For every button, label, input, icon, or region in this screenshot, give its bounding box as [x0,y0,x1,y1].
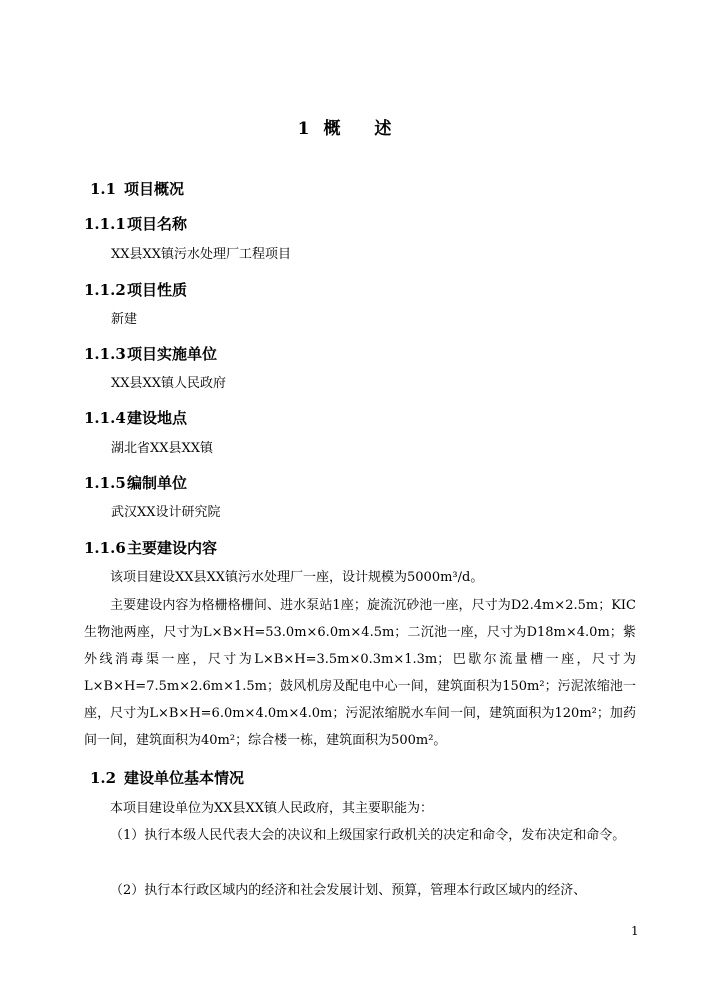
subsection-heading-1-1-6 [84,537,217,558]
section-heading-1-2 [90,767,244,788]
subsection-number: 1.1.5 [84,474,126,492]
subsection-heading-1-1-2 [84,279,187,300]
project-name-text: XX县XX镇污水处理厂工程项目 [111,247,292,262]
project-nature-text: 新建 [111,312,138,327]
subsection-heading-1-1-5 [84,472,187,493]
section-number: 1.2 [90,769,117,787]
subsection-heading-1-1-1 [84,213,187,234]
main-content-paragraph-1: 该项目建设XX县XX镇污水处理厂一座，设计规模为5000m³/d。 [110,570,484,585]
subsection-number: 1.1.4 [84,409,126,427]
section-title: 建设单位基本情况 [124,769,245,787]
duty-item-2: （2）执行本行政区域内的经济和社会发展计划、预算，管理本行政区域内的经济、 [110,883,587,898]
section-heading-1-1 [90,178,184,199]
compiling-unit-text: 武汉XX设计研究院 [111,505,221,520]
construction-site-text: 湖北省XX县XX镇 [111,441,214,456]
subsection-title: 项目性质 [127,281,188,299]
subsection-heading-1-1-4 [84,407,187,428]
main-content-paragraph-2: 主要建设内容为格栅格栅间、进水泵站1座；旋流沉砂池一座，尺寸为D2.4m×2.5m；KIC生物池两座，尺寸为L×B×H=53.0m×6.0m×4.5m；二沉池一座，尺寸为D18m×4.0m；紫外线消毒渠一座，尺寸为L×B×H=3.5m×0.3m×1.3m；巴歇尔流量槽一座，尺寸为L×B×H=7.5m×2.6m×1.5m；鼓风机房及配电中心一间，建筑面积为150m²；污泥浓缩池一座，尺寸为L×B×H=6.0m×4.0m×4.0m；污泥浓缩脱水车间一间，建筑面积为120m²；加药间一间，建筑面积为40m²；综合楼一栋，建筑面积为500m²。 [84,598,636,748]
subsection-number: 1.1.2 [84,281,126,299]
unit-intro-paragraph: 本项目建设单位为XX县XX镇人民政府，其主要职能为： [110,801,434,816]
chapter-title-text: 概 述 [323,119,406,139]
duty-item-1: （1）执行本级人民代表大会的决议和上级国家行政机关的决定和命令，发布决定和命令。 [110,828,626,843]
implementing-unit-text: XX县XX镇人民政府 [111,376,227,391]
subsection-number: 1.1.6 [84,539,126,557]
page-number: 1 [631,924,639,938]
subsection-title: 主要建设内容 [127,539,218,557]
subsection-title: 项目实施单位 [127,345,218,363]
section-title: 项目概况 [124,180,185,198]
subsection-heading-1-1-3 [84,343,217,364]
chapter-title [0,114,703,139]
section-number: 1.1 [90,180,117,198]
subsection-title: 编制单位 [127,474,188,492]
subsection-title: 项目名称 [127,215,188,233]
subsection-number: 1.1.1 [84,215,126,233]
chapter-number: 1 [297,119,310,139]
subsection-number: 1.1.3 [84,345,126,363]
subsection-title: 建设地点 [127,409,188,427]
